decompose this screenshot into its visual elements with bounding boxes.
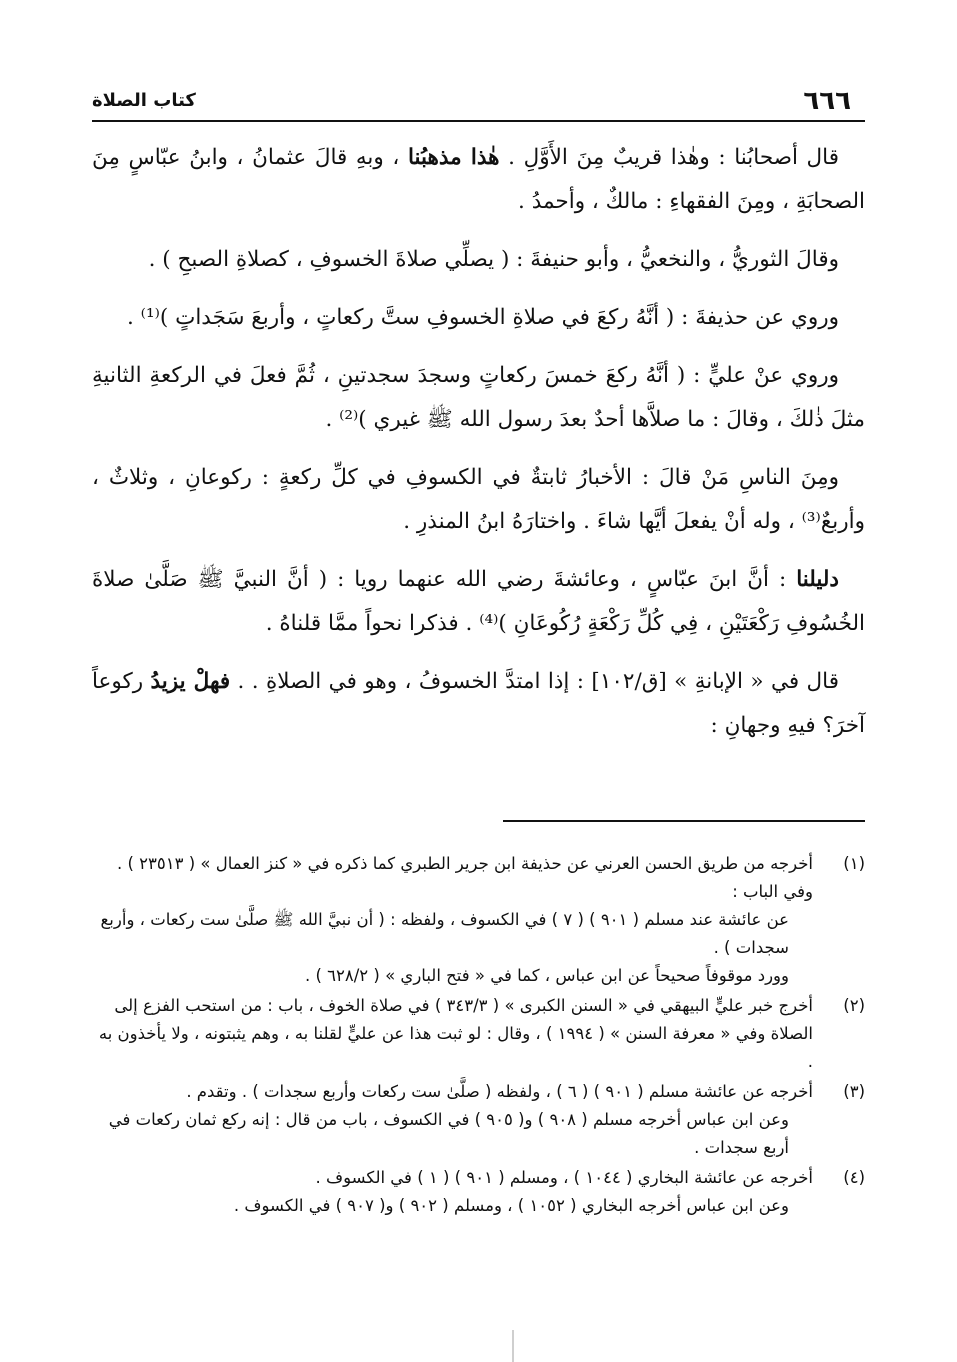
page-number: ٦٦٦ bbox=[803, 86, 851, 116]
paragraph-bold: دليلنا bbox=[796, 567, 839, 592]
paragraph bbox=[92, 558, 865, 646]
footnotes bbox=[90, 850, 865, 1222]
paragraph bbox=[92, 296, 865, 340]
footnote bbox=[90, 1164, 865, 1220]
footnote-line: وعن ابن عباس أخرجه مسلم ( ٩٠٨ ) و( ٩٠٥ ) في الكسوف ، باب من قال : إنه ركع ثمان ركعات في أربع سجدات . bbox=[108, 1110, 789, 1157]
footnote-number: (١) bbox=[843, 854, 865, 873]
footnote-line: عن عائشة عند مسلم ( ٩٠١ ) ( ٧ ) في الكسوف ، ولفظه : ( أن نبيَّ الله ﷺ صلَّىٰ ست ركعات ، وأربع سجدات ) . bbox=[100, 910, 789, 957]
paragraph-text: ومِنَ الناسِ مَنْ قالَ : الأخبارُ ثابتةٌ في الكسوفِ في كلِّ ركعةٍ : ركوعانِ ، وثلاثٌ ، وأربعٌ⁽³⁾ ، وله أنْ يفعلَ أيَّها شاءَ . واختارَهُ ابنُ المنذرِ . bbox=[92, 465, 865, 534]
footnote-separator bbox=[503, 820, 865, 822]
running-head: كتاب الصلاة bbox=[92, 90, 196, 111]
page-header bbox=[92, 84, 865, 122]
paragraph bbox=[92, 136, 865, 224]
footnote-line: أخرج خبر عليٍّ البيهقي في « السنن الكبرى » ( ٣٤٣/٣ ) في صلاة الخوف ، باب : من استحب الفزع إلى الصلاة وفي « معرفة السنن » ( ١٩٩٤ ) ، وقال : لو ثبت هذا عن عليٍّ لقلنا به ، وهم يثبتونه ، ولا يأخذون به . bbox=[98, 996, 813, 1071]
paragraph-text: وروي عنْ عليٍّ : ( أنَّهُ ركعَ خمسَ ركعاتٍ وسجدَ سجدتينِ ، ثُمَّ فعلَ في الركعةِ الثانيةِ مثلَ ذٰلكَ ، وقالَ : ما صلاَّها أحدٌ بعدَ رسول الله ﷺ غيري )⁽²⁾ . bbox=[92, 363, 865, 432]
paragraph bbox=[92, 238, 865, 282]
paragraph-text: وروي عن حذيفةَ : ( أنَّهُ ركعَ في صلاةِ الخسوفِ ستَّ ركعاتٍ ، وأربعَ سَجَداتٍ )⁽¹⁾ . bbox=[127, 305, 839, 330]
paragraph bbox=[92, 456, 865, 544]
main-text bbox=[92, 136, 865, 762]
paragraph-bold: فهلْ يزيدُ bbox=[150, 669, 231, 694]
paragraph-text: : أنَّ ابنَ عبّاسٍ ، وعائشةَ رضي الله عنهما رويا : ( أنَّ النبيَّ ﷺ صَلَّىٰ صلاةَ الخُسُوفِ رَكْعَتَيْنِ ، فِي كُلِّ رَكْعَةٍ رُكُوعَانِ )⁽⁴⁾ . فذكرا نحواً ممَّا قلناهُ . bbox=[92, 567, 865, 636]
paragraph bbox=[92, 354, 865, 442]
scan-gutter-mark bbox=[512, 1330, 514, 1362]
footnote bbox=[90, 850, 865, 990]
paragraph-text: وقالَ الثوريُّ ، والنخعيُّ ، وأبو حنيفةَ : ( يصلِّي صلاةَ الخسوفِ ، كصلاةِ الصبحِ ) . bbox=[148, 247, 839, 272]
footnote bbox=[90, 992, 865, 1076]
footnote-number: (٢) bbox=[843, 996, 865, 1015]
paragraph-text: ركوعاً آخرَ؟ فيهِ وجهانِ : bbox=[92, 669, 865, 738]
paragraph-bold: هٰذا مذهبُنا bbox=[407, 145, 500, 170]
paragraph-text: ، وبهِ قالَ عثمانُ ، وابنُ عبّاسٍ مِنَ الصحابَةِ ، ومِنَ الفقهاءِ : مالكٌ ، وأحمدُ . bbox=[92, 145, 865, 214]
footnote-line: أخرجه عن عائشة مسلم ( ٩٠١ ) ( ٦ ) ، ولفظه ( صلَّىٰ ست ركعات وأربع سجدات ) . وتقدم . bbox=[186, 1082, 813, 1101]
footnote-number: (٣) bbox=[843, 1082, 865, 1101]
footnote-line: وعن ابن عباس أخرجه البخاري ( ١٠٥٢ ) ، ومسلم ( ٩٠٢ ) و( ٩٠٧ ) في الكسوف . bbox=[233, 1196, 789, 1215]
footnote-line: أخرجه عن عائشة البخاري ( ١٠٤٤ ) ، ومسلم ( ٩٠١ ) ( ١ ) في الكسوف . bbox=[315, 1168, 813, 1187]
footnote-number: (٤) bbox=[843, 1168, 865, 1187]
footnote-line: أخرجه من طريق الحسن العرني عن حذيفة ابن جرير الطبري كما ذكره في « كنز العمال » ( ٢٣٥١٣ ) . وفي الباب : bbox=[116, 854, 813, 901]
paragraph-text: قال أصحابُنا : وهٰذا قريبٌ مِنَ الأَوَّلِ . bbox=[499, 145, 840, 170]
footnote-line: وورد موقوفاً صحيحاً عن ابن عباس ، كما في « فتح الباري » ( ٦٢٨/٢ ) . bbox=[304, 966, 789, 985]
footnote bbox=[90, 1078, 865, 1162]
paragraph bbox=[92, 660, 865, 748]
paragraph-text: قال في « الإبانةِ » [ق/١٠٢] : إذا امتدَّ الخسوفُ ، وهو في الصلاةِ . . bbox=[230, 669, 839, 694]
